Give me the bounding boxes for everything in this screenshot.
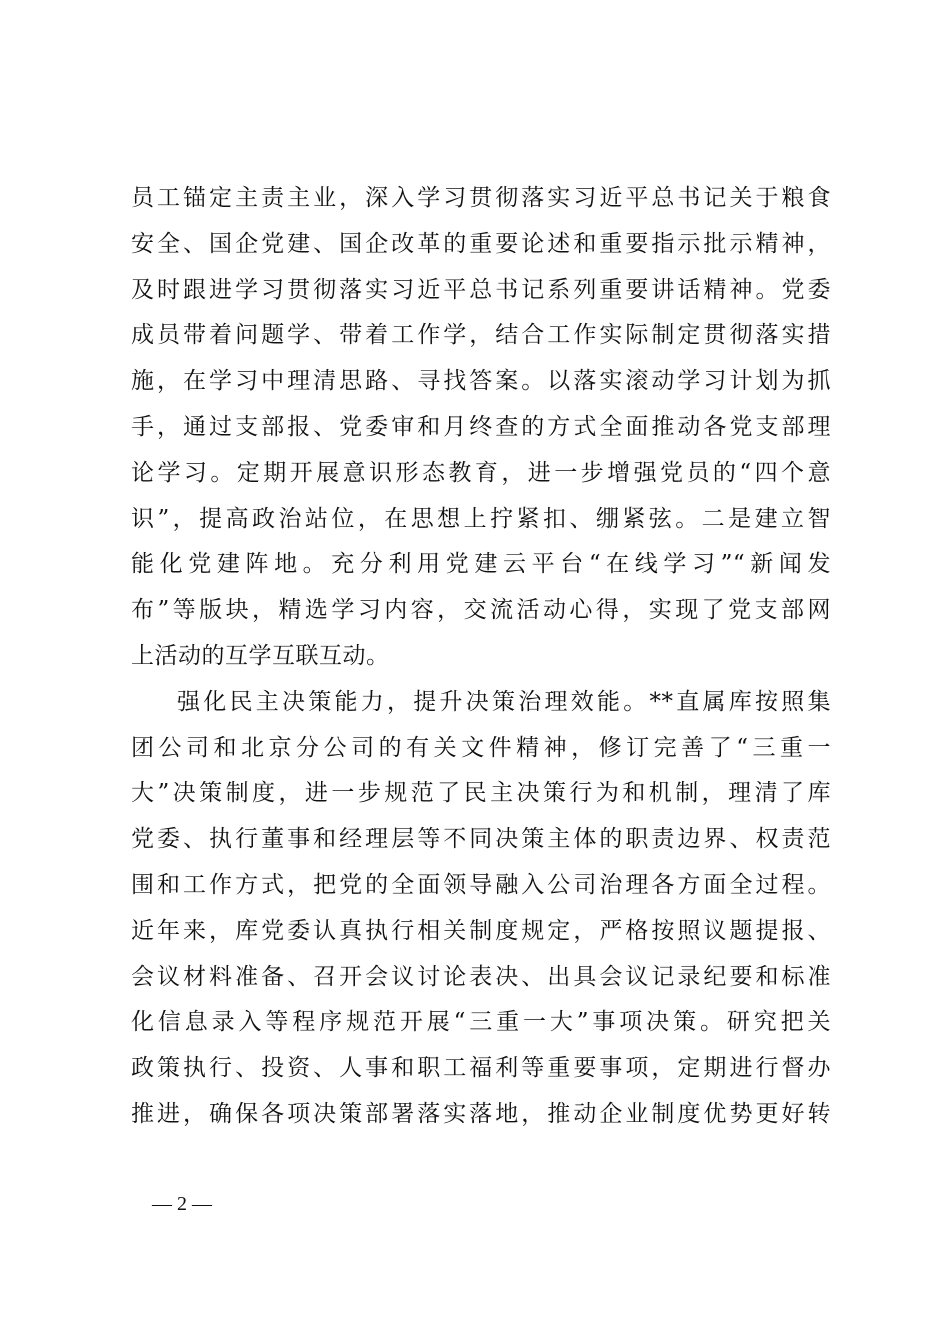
text-line: 上活动的互学互联互动。 bbox=[131, 642, 390, 669]
text-line: 布”等版块，精选学习内容，交流活动心得，实现了党支部网 bbox=[131, 597, 831, 624]
text-line: 会议材料准备、召开会议讨论表决、出具会议记录纪要和标准 bbox=[131, 963, 831, 990]
text-line: 安全、国企党建、国企改革的重要论述和重要指示批示精神， bbox=[131, 230, 831, 257]
text-line: 大”决策制度，进一步规范了民主决策行为和机制，理清了库 bbox=[131, 780, 831, 807]
text-line: 化信息录入等程序规范开展“三重一大”事项决策。研究把关 bbox=[131, 1009, 831, 1036]
page-number: — 2 — bbox=[152, 1193, 212, 1215]
text-line: 成员带着问题学、带着工作学，结合工作实际制定贯彻落实措 bbox=[131, 322, 831, 349]
paragraph-first-line: 强化民主决策能力，提升决策治理效能。**直属库按照集 bbox=[177, 688, 831, 715]
text-line: 能化党建阵地。充分利用党建云平台“在线学习”“新闻发 bbox=[131, 551, 831, 578]
text-line: 施，在学习中理清思路、寻找答案。以落实滚动学习计划为抓 bbox=[131, 368, 831, 395]
text-line: 及时跟进学习贯彻落实习近平总书记系列重要讲话精神。党委 bbox=[131, 276, 831, 303]
text-line: 党委、执行董事和经理层等不同决策主体的职责边界、权责范 bbox=[131, 826, 831, 853]
text-line: 围和工作方式，把党的全面领导融入公司治理各方面全过程。 bbox=[131, 871, 831, 898]
text-line: 手，通过支部报、党委审和月终查的方式全面推动各党支部理 bbox=[131, 413, 831, 440]
document-body bbox=[131, 176, 831, 1138]
text-line: 员工锚定主责主业，深入学习贯彻落实习近平总书记关于粮食 bbox=[131, 185, 831, 211]
text-line: 近年来，库党委认真执行相关制度规定，严格按照议题提报、 bbox=[131, 917, 831, 944]
text-line: 论学习。定期开展意识形态教育，进一步增强党员的“四个意 bbox=[131, 459, 831, 486]
text-line: 政策执行、投资、人事和职工福利等重要事项，定期进行督办 bbox=[131, 1055, 831, 1082]
text-line: 识”，提高政治站位，在思想上拧紧扣、绷紧弦。二是建立智 bbox=[131, 505, 831, 532]
text-line: 团公司和北京分公司的有关文件精神，修订完善了“三重一 bbox=[131, 734, 831, 761]
text-line: 推进，确保各项决策部署落实落地，推动企业制度优势更好转 bbox=[131, 1100, 831, 1127]
